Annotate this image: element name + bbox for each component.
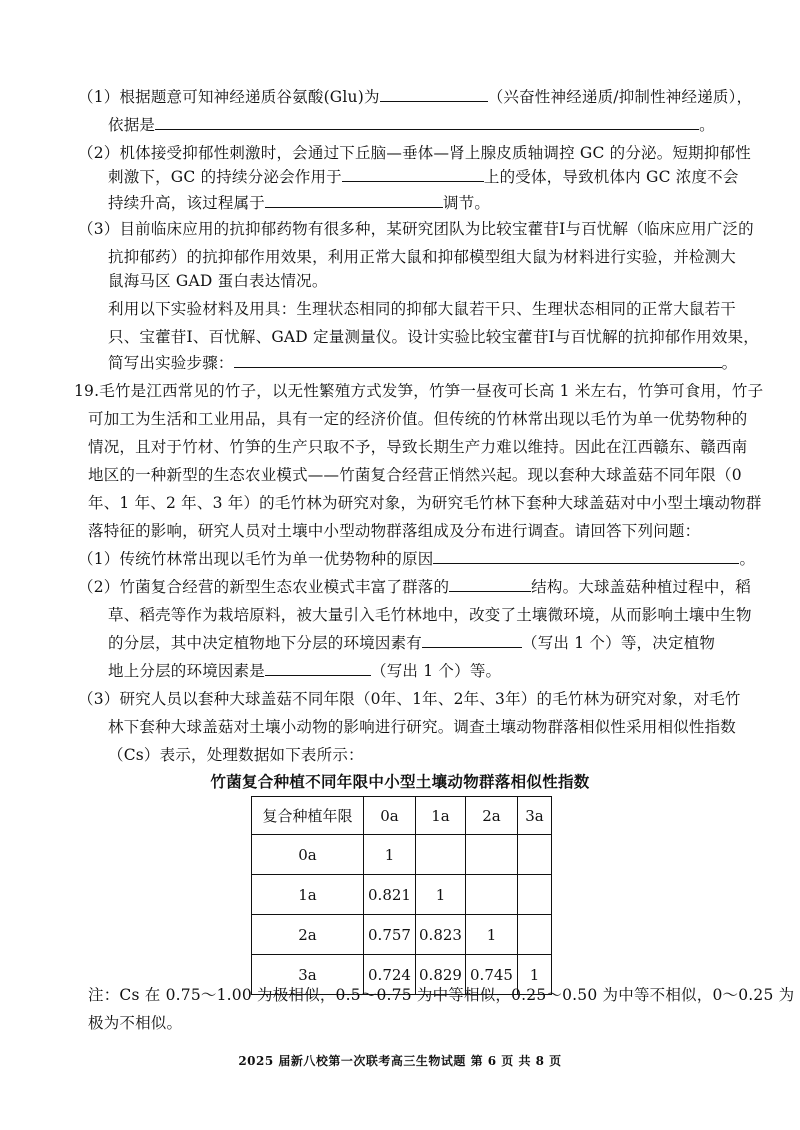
- q19-1-text: （1）传统竹林常出现以毛竹为单一优势物种的原因: [78, 550, 434, 568]
- q19-2-line2: 草、稻壳等作为栽培原料，被大量引入毛竹林地中，改变了土壤微环境，从而影响土壤中生物: [108, 606, 752, 624]
- q19-3-line1: （3）研究人员以套种大球盖菇不同年限（0年、1年、2年、3年）的毛竹林为研究对象，对毛竹: [78, 690, 741, 708]
- answer-blank[interactable]: [265, 661, 371, 676]
- period: 。: [721, 354, 738, 372]
- table-cell: 0.724: [364, 955, 416, 995]
- table-cell: 1: [466, 915, 518, 955]
- q18-1-basis-label: 依据是: [108, 116, 156, 134]
- q18-2-line2: [108, 166, 739, 188]
- q19-2-line1: [78, 576, 751, 598]
- q19-2-text-end: （写出 1 个）等，决定植物: [522, 634, 716, 652]
- q19-intro-line: 19.毛竹是江西常见的竹子，以无性繁殖方式发笋，竹笋一昼夜可长高 1 米左右，竹笋可食用，竹子: [74, 382, 764, 400]
- table-cell: 0.757: [364, 915, 416, 955]
- row-label: 3a: [252, 955, 364, 995]
- q18-2-line3: [108, 192, 490, 214]
- answer-blank[interactable]: [342, 167, 484, 182]
- q19-intro-line: 地区的一种新型的生态农业模式——竹菌复合经营正悄然兴起。现以套种大球盖菇不同年限（0: [88, 466, 742, 484]
- q19-intro-line: 落特征的影响，研究人员对土壤中小型动物群落组成及分布进行调查。请回答下列问题：: [88, 522, 701, 540]
- q18-3-line6: [108, 352, 737, 374]
- q18-3-line2: 抗抑郁药）的抗抑郁作用效果，利用正常大鼠和抑郁模型组大鼠为材料进行实验，并检测大: [108, 248, 737, 266]
- table-cell: 1: [416, 875, 466, 915]
- header-cell: 复合种植年限: [252, 797, 364, 835]
- table-cell: [416, 835, 466, 875]
- table-row: [252, 875, 552, 915]
- table-note-line1: 注：Cs 在 0.75～1.00 为极相似，0.5～0.75 为中等相似，0.25～0.50 为中等不相似，0～0.25 为: [88, 986, 795, 1004]
- q19-2-text: 地上分层的环境因素是: [108, 662, 266, 680]
- q18-1-line2: [108, 114, 715, 136]
- table-cell: [518, 835, 552, 875]
- q18-2-text: 持续升高，该过程属于: [108, 194, 266, 212]
- answer-blank[interactable]: [265, 193, 443, 208]
- q19-2-text-end: 结构。大球盖菇种植过程中，稻: [531, 578, 751, 596]
- table-cell: 0.823: [416, 915, 466, 955]
- similarity-table: [251, 796, 552, 995]
- table-cell: 1: [518, 955, 552, 995]
- table-caption: 竹菌复合种植不同年限中小型土壤动物群落相似性指数: [210, 772, 590, 791]
- q18-2-text-end: 上的受体，导致机体内 GC 浓度不会: [483, 168, 739, 186]
- table-cell: 1: [364, 835, 416, 875]
- q19-3-line2: 林下套种大球盖菇对土壤小动物的影响进行研究。调查土壤动物群落相似性采用相似性指数: [108, 718, 737, 736]
- answer-blank[interactable]: [380, 87, 488, 102]
- q18-3-steps-label: 简写出实验步骤：: [108, 354, 234, 372]
- header-cell: 1a: [416, 797, 466, 835]
- table-cell: 0.745: [466, 955, 518, 995]
- q18-3-line4: 利用以下实验材料及用具：生理状态相同的抑郁大鼠若干只、生理状态相同的正常大鼠若干: [108, 300, 737, 318]
- row-label: 0a: [252, 835, 364, 875]
- period: 。: [699, 116, 715, 134]
- q19-intro-line: 情况，且对于竹材、竹笋的生产只取不予，导致长期生产力难以维持。因此在江西赣东、赣西南: [88, 438, 748, 456]
- q18-3-line3: 鼠海马区 GAD 蛋白表达情况。: [108, 272, 328, 290]
- q18-1-line1: [78, 86, 752, 108]
- q19-2-text-end: （写出 1 个）等。: [371, 662, 502, 680]
- table-cell: [518, 875, 552, 915]
- period: 。: [739, 550, 756, 568]
- q19-intro-line: 年、1 年、2 年、3 年）的毛竹林为研究对象，为研究毛竹林下套种大球盖菇对中小型土壤动物群: [88, 494, 762, 512]
- answer-blank[interactable]: [449, 577, 531, 592]
- table-cell: [466, 835, 518, 875]
- table-row: [252, 915, 552, 955]
- header-cell: 0a: [364, 797, 416, 835]
- q18-2-text-end: 调节。: [443, 194, 491, 212]
- answer-blank[interactable]: [155, 115, 699, 130]
- answer-blank[interactable]: [433, 549, 739, 564]
- header-cell: 3a: [518, 797, 552, 835]
- row-label: 1a: [252, 875, 364, 915]
- answer-blank[interactable]: [422, 633, 522, 648]
- table-cell: 0.829: [416, 955, 466, 995]
- q19-2-text: （2）竹菌复合经营的新型生态农业模式丰富了群落的: [78, 578, 450, 596]
- q19-2-line4: [108, 660, 501, 682]
- table-cell: [518, 915, 552, 955]
- q18-1-text: （1）根据题意可知神经递质谷氨酸(Glu)为: [78, 88, 380, 106]
- header-cell: 2a: [466, 797, 518, 835]
- q18-3-line5: 只、宝藿苷Ⅰ、百忧解、GAD 定量测量仪。设计实验比较宝藿苷Ⅰ与百忧解的抗抑郁作用效果，: [108, 328, 759, 346]
- q19-intro-line: 可加工为生活和工业用品，具有一定的经济价值。但传统的竹林常出现以毛竹为单一优势物种的: [88, 410, 748, 428]
- q19-2-line3: [108, 632, 715, 654]
- page-footer: 2025 届新八校第一次联考高三生物试题 第 6 页 共 8 页: [238, 1054, 562, 1068]
- table-header-row: [252, 797, 552, 835]
- table-row: [252, 835, 552, 875]
- q18-2-line1: （2）机体接受抑郁性刺激时，会通过下丘脑—垂体—肾上腺皮质轴调控 GC 的分泌。短期抑郁性: [78, 144, 751, 162]
- table-note-line2: 极为不相似。: [88, 1014, 183, 1032]
- row-label: 2a: [252, 915, 364, 955]
- q18-2-text: 刺激下，GC 的持续分泌会作用于: [108, 168, 342, 186]
- q19-3-line3: （Cs）表示，处理数据如下表所示：: [108, 746, 364, 764]
- q18-3-line1: （3）目前临床应用的抗抑郁药物有很多种，某研究团队为比较宝藿苷Ⅰ与百忧解（临床应用广泛的: [78, 220, 754, 238]
- q19-1-line1: [78, 548, 755, 570]
- q18-1-text-end: （兴奋性神经递质/抑制性神经递质），: [487, 88, 753, 106]
- table-cell: [466, 875, 518, 915]
- q19-2-text: 的分层，其中决定植物地下分层的环境因素有: [108, 634, 423, 652]
- table-cell: 0.821: [364, 875, 416, 915]
- answer-blank[interactable]: [234, 353, 722, 368]
